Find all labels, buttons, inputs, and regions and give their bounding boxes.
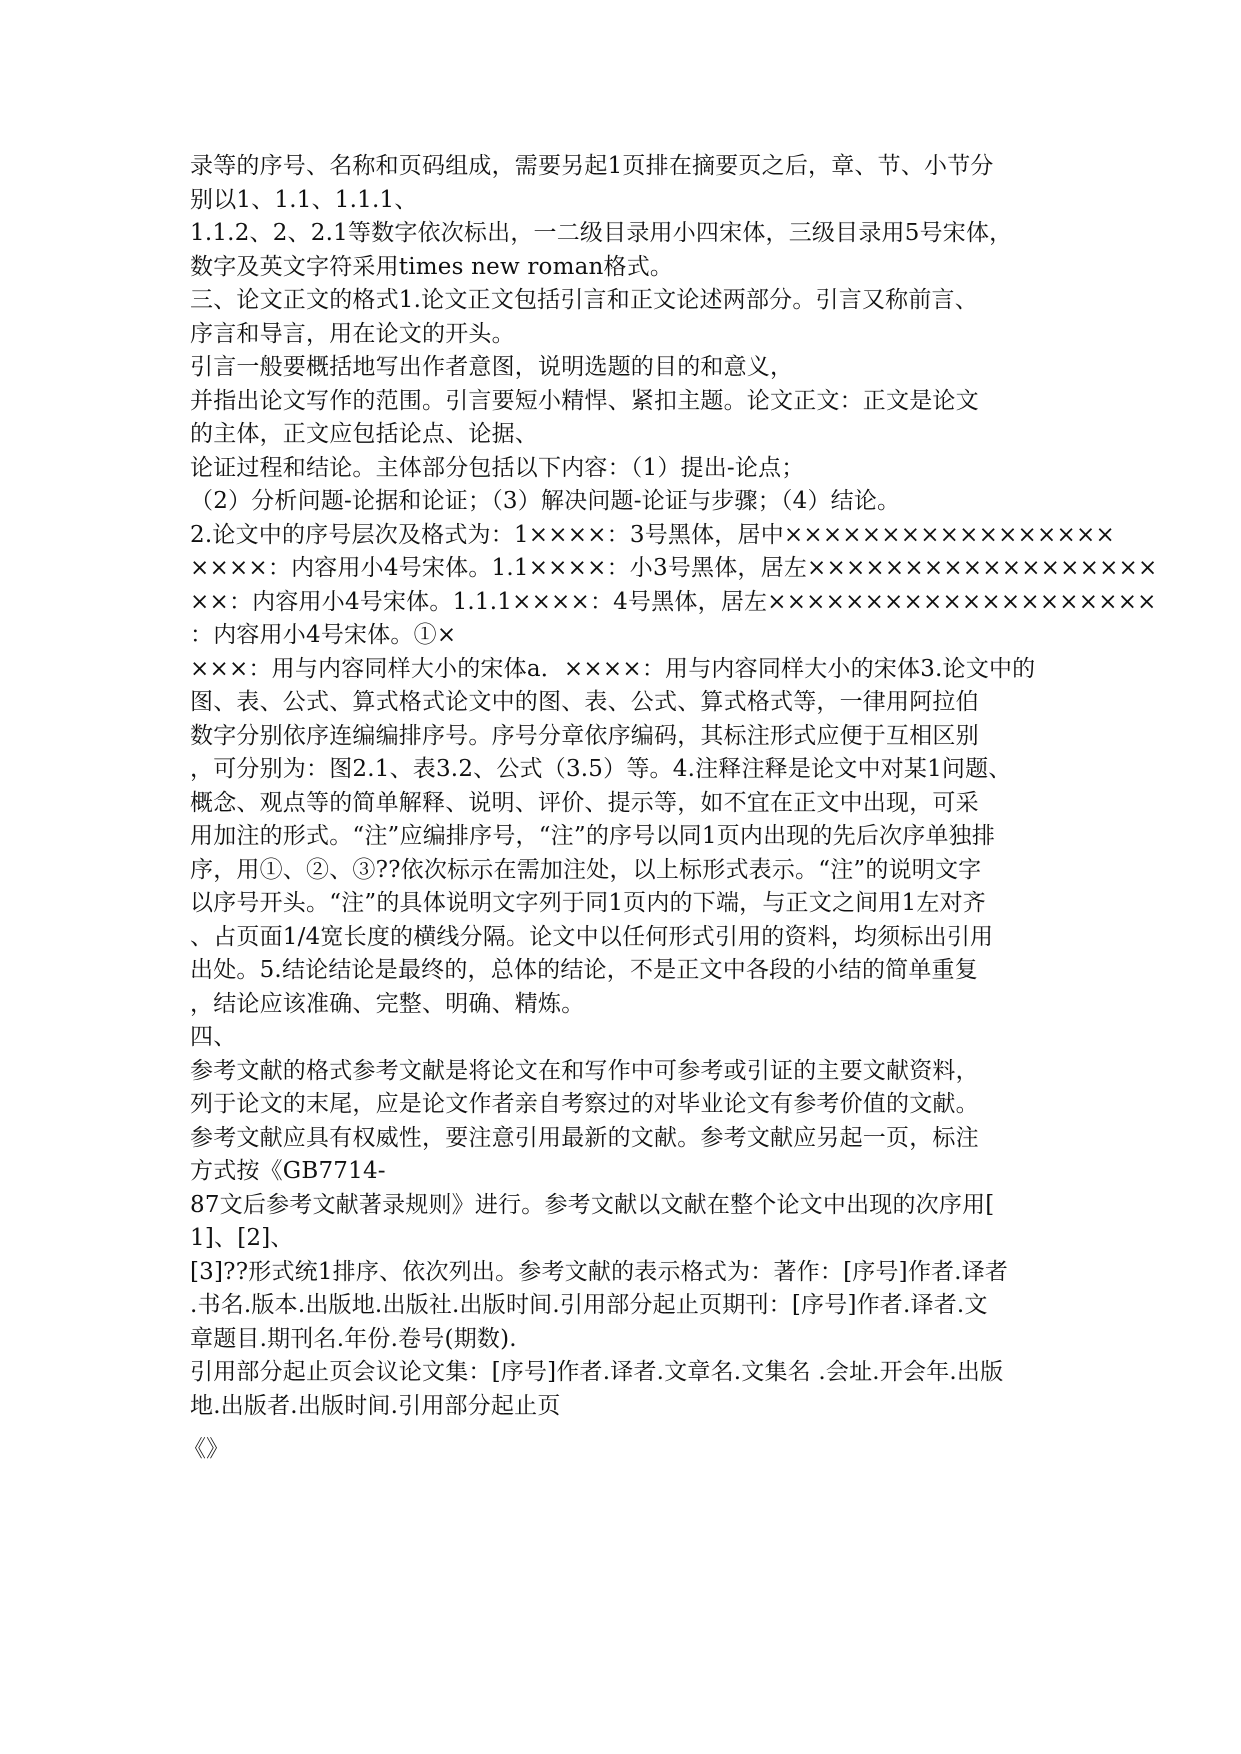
text-line: 地.出版者.出版时间.引用部分起止页 <box>190 1392 561 1419</box>
text-line: 引言一般要概括地写出作者意图，说明选题的目的和意义， <box>190 354 794 380</box>
text-line: 1]、[2]、 <box>190 1225 294 1251</box>
text-line: 并指出论文写作的范围。引言要短小精悍、紧扣主题。论文正文：正文是论文 <box>190 387 979 414</box>
text-line: 以序号开头。“注”的具体说明文字列于同1页内的下端，与正文之间用1左对齐 <box>190 890 986 916</box>
text-line: 的主体，正文应包括论点、论据、 <box>190 421 538 447</box>
text-line: 章题目.期刊名.年份.卷号(期数). <box>190 1325 517 1352</box>
text-line: 三、论文正文的格式1.论文正文包括引言和正文论述两部分。引言又称前言、 <box>190 287 978 313</box>
text-line: 论证过程和结论。主体部分包括以下内容：（1）提出-论点； <box>190 454 805 481</box>
text-line: 数字及英文字符采用times new roman格式。 <box>190 253 674 280</box>
text-line: 列于论文的末尾，应是论文作者亲自考察过的对毕业论文有参考价值的文献。 <box>190 1091 979 1117</box>
text-line: 引用部分起止页会议论文集：[序号]作者.译者.文章名.文集名 .会址.开会年.出版 <box>190 1359 1004 1385</box>
text-line: ×××：用与内容同样大小的宋体a．××××：用与内容同样大小的宋体3.论文中的 <box>190 655 1036 682</box>
text-line: 2.论文中的序号层次及格式为：1××××：3号黑体，居中××××××××××××××××× <box>190 521 1115 548</box>
text-line: 图、表、公式、算式格式论文中的图、表、公式、算式格式等，一律用阿拉伯 <box>190 689 979 715</box>
text-line: 别以1、1.1、1.1.1、 <box>190 186 418 213</box>
text-line: 、占页面1/4宽长度的横线分隔。论文中以任何形式引用的资料，均须标出引用 <box>190 923 994 950</box>
text-line: 概念、观点等的简单解释、说明、评价、提示等，如不宜在正文中出现，可采 <box>190 789 979 816</box>
text-line: 四、 <box>190 1024 237 1050</box>
text-line: ××××：内容用小4号宋体。1.1××××：小3号黑体，居左×××××××××××××××××× <box>190 555 1158 581</box>
text-line: ××：内容用小4号宋体。1.1.1××××：4号黑体，居左×××××××××××××××××××× <box>190 588 1157 615</box>
text-line: [3]??形式统1排序、依次列出。参考文献的表示格式为：著作：[序号]作者.译者 <box>190 1258 1009 1285</box>
text-line: 出处。5.结论结论是最终的，总体的结论，不是正文中各段的小结的简单重复 <box>190 957 978 983</box>
text-line: 1.1.2、2、2.1等数字依次标出，一二级目录用小四宋体，三级目录用5号宋体， <box>190 220 1013 246</box>
text-line: ，结论应该准确、完整、明确、精炼。 <box>190 990 585 1017</box>
text-line: 数字分别依序连编编排序号。序号分章依序编码，其标注形式应便于互相区别 <box>190 722 979 749</box>
body-text <box>190 150 1158 1423</box>
text-line: ，可分别为：图2.1、表3.2、公式（3.5）等。4.注释注释是论文中对某1问题、 <box>190 756 1012 782</box>
text-line: 87文后参考文献著录规则》进行。参考文献以文献在整个论文中出现的次序用[ <box>190 1191 995 1218</box>
text-line: ：内容用小4号宋体。①× <box>190 622 457 648</box>
text-line: 序，用①、②、③??依次标示在需加注处，以上标形式表示。“注”的说明文字 <box>190 856 982 883</box>
text-line: .书名.版本.出版地.出版社.出版时间.引用部分起止页期刊：[序号]作者.译者.文 <box>190 1292 988 1318</box>
footer-mark: 《》 <box>183 1436 229 1462</box>
text-line: 用加注的形式。“注”应编排序号，“注”的序号以同1页内出现的先后次序单独排 <box>190 823 996 849</box>
text-line: 参考文献应具有权威性，要注意引用最新的文献。参考文献应另起一页，标注 <box>190 1124 979 1151</box>
text-line: （2）分析问题-论据和论证；（3）解决问题-论证与步骤；（4）结论。 <box>190 488 901 514</box>
text-line: 序言和导言，用在论文的开头。 <box>190 320 515 347</box>
text-line: 参考文献的格式参考文献是将论文在和写作中可参考或引证的主要文献资料， <box>190 1057 979 1084</box>
text-line: 录等的序号、名称和页码组成，需要另起1页排在摘要页之后，章、节、小节分 <box>190 153 994 179</box>
text-line: 方式按《GB7714- <box>190 1158 386 1184</box>
